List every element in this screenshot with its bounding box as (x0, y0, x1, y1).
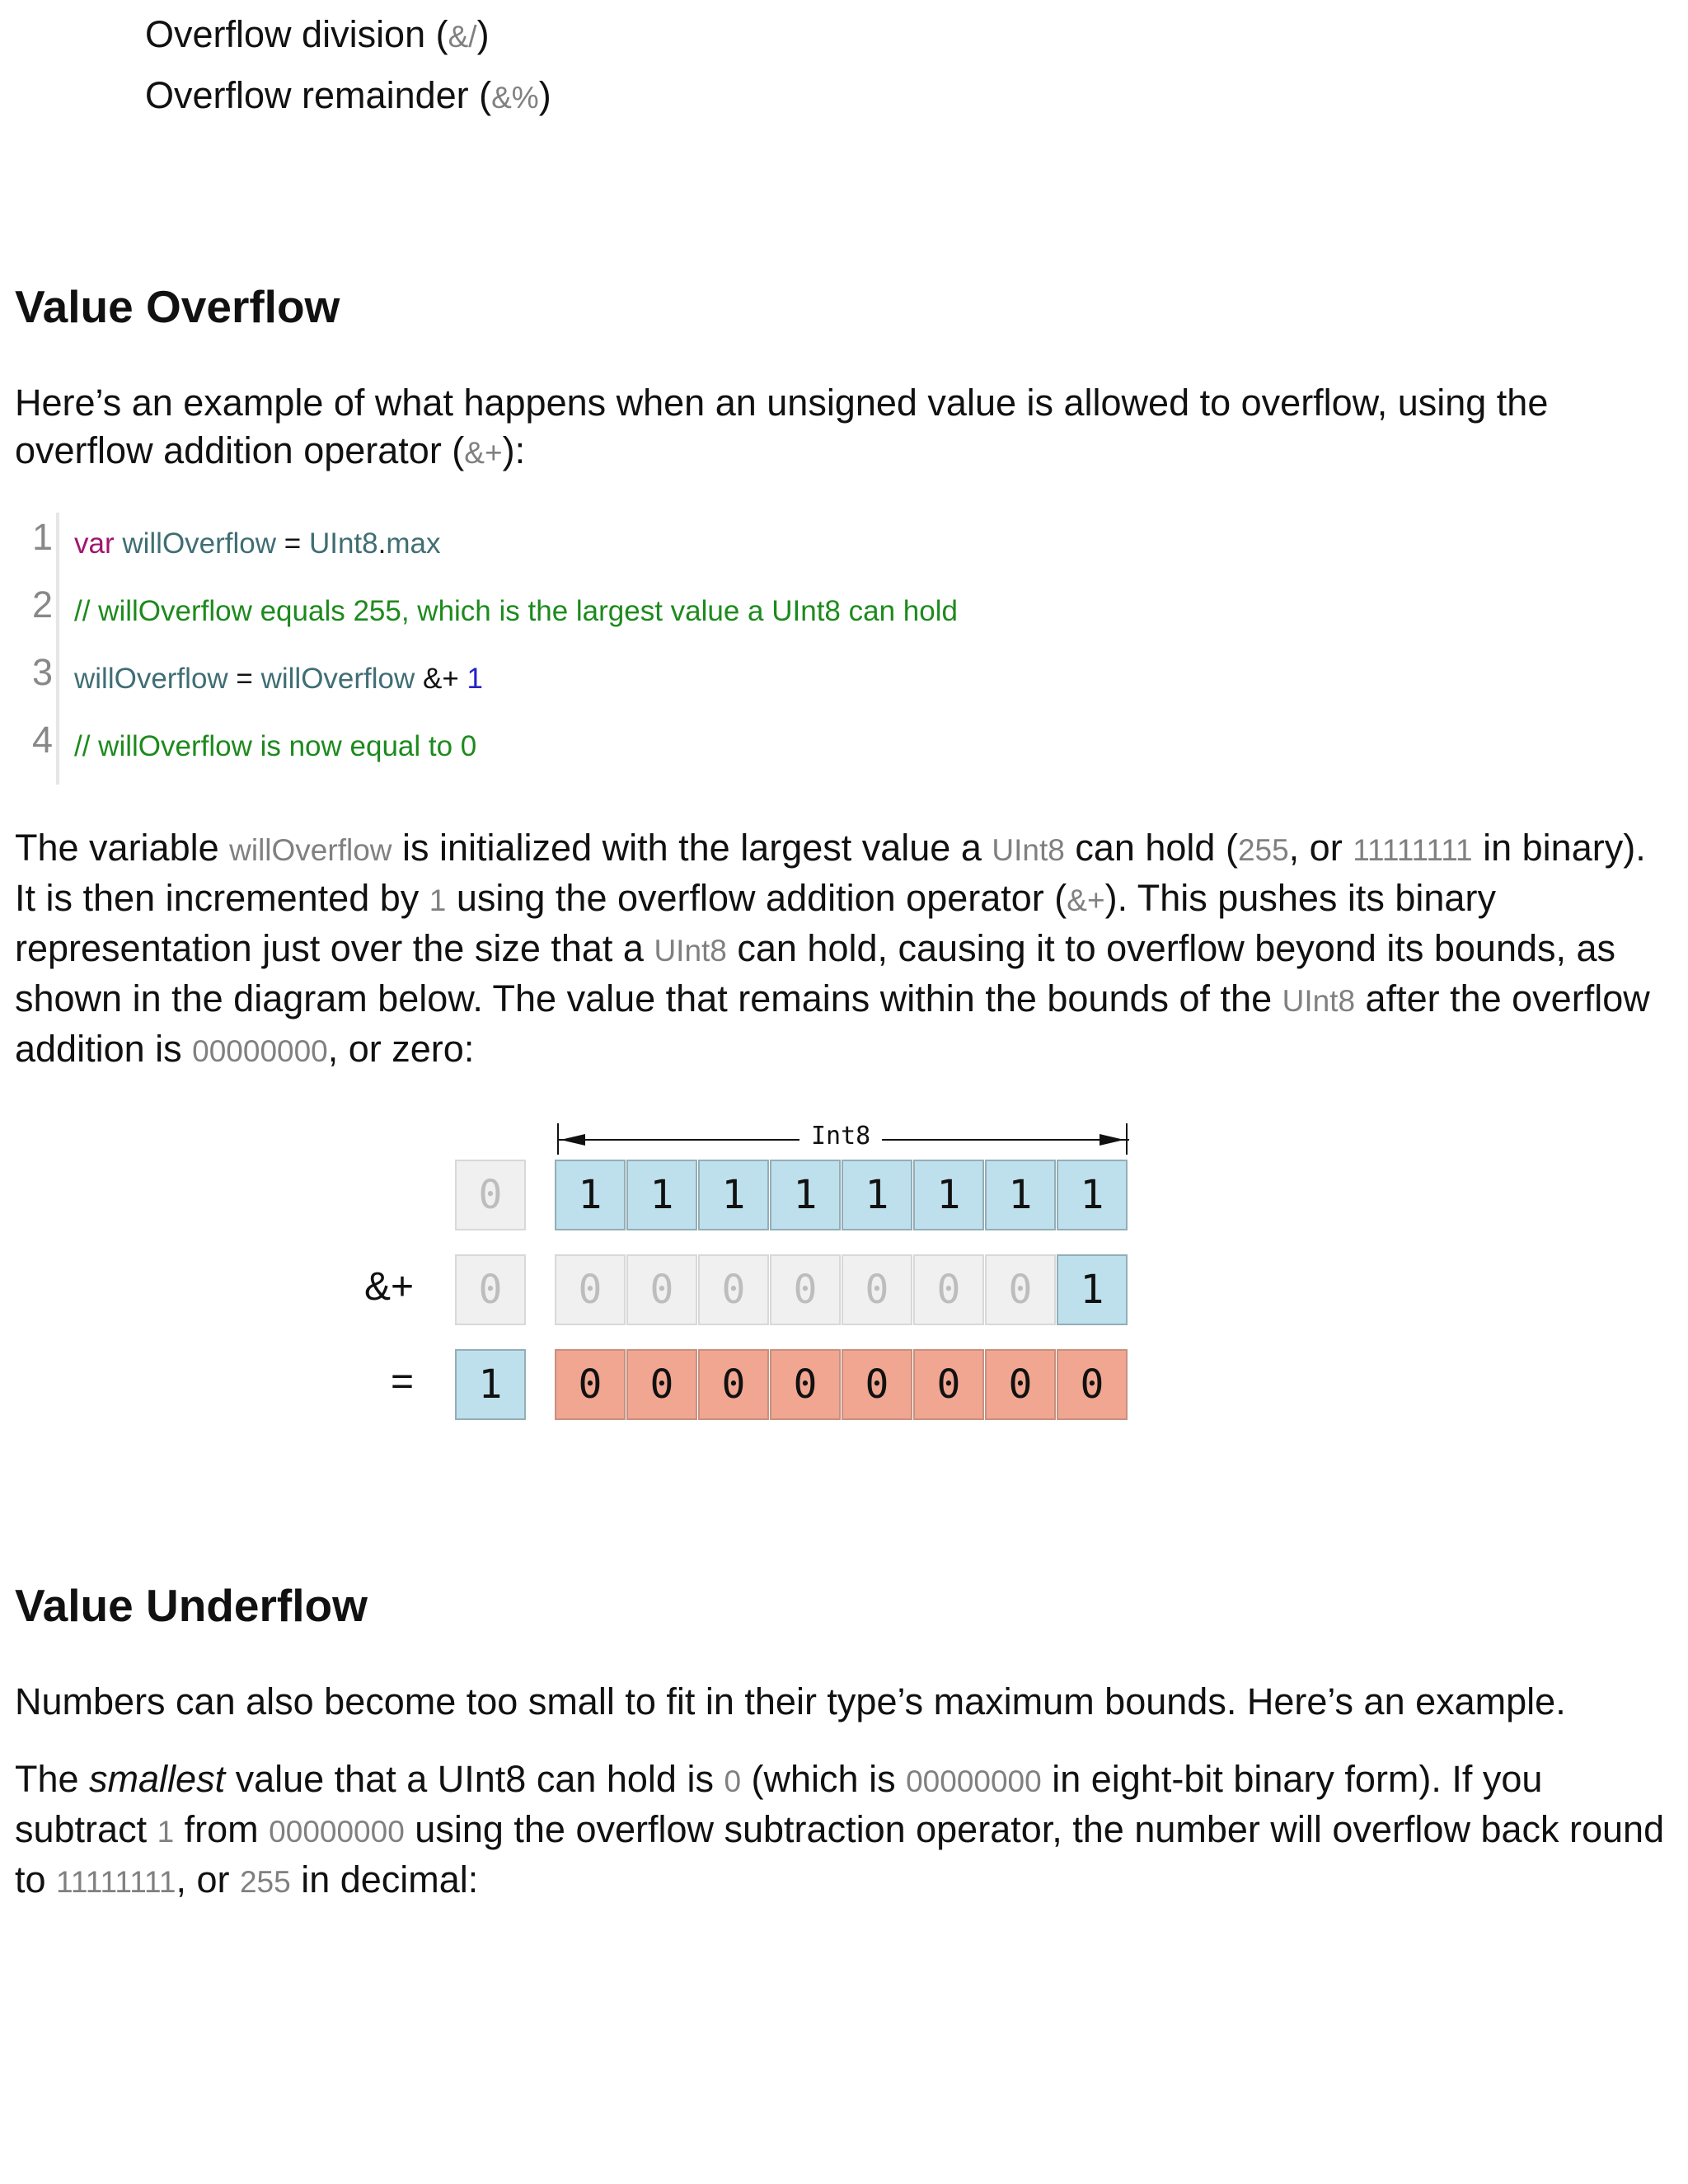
text-run: from (174, 1808, 270, 1850)
inline-code: UInt8 (654, 934, 727, 968)
bit-cell: 0 (985, 1349, 1056, 1420)
text-run: is initialized with the largest value a (392, 827, 992, 869)
code-line (15, 513, 1037, 562)
code-line (15, 580, 1037, 630)
text-run: ). This pushes its binary representation just over the size that a (15, 877, 1496, 969)
code-text: willOverflow = willOverflow &+ 1 (74, 663, 483, 695)
inline-code: &+ (1067, 883, 1105, 917)
row-operator-label: = (390, 1360, 414, 1404)
inline-code: willOverflow (229, 833, 392, 867)
code-text: // willOverflow is now equal to 0 (74, 730, 477, 762)
bit-cell: 0 (555, 1254, 626, 1325)
underflow-intro-paragraph: Numbers can also become too small to fit in their type’s maximum bounds. Here’s an example. (15, 1680, 1566, 1722)
inline-code: 1 (429, 883, 447, 917)
section-heading-value-underflow: Value Underflow (15, 1580, 368, 1631)
text-run: using the overflow subtraction operator, the number will overflow back round to (15, 1808, 1665, 1900)
bit-cell: 1 (770, 1160, 841, 1230)
text-run: can hold ( (1064, 827, 1238, 869)
bit-cell: 0 (913, 1254, 984, 1325)
text-run: using the overflow addition operator ( (446, 877, 1067, 919)
code-line (15, 648, 1037, 697)
explanation-paragraph (15, 824, 1672, 1076)
code-text: var willOverflow = UInt8.max (74, 527, 441, 560)
range-label: Int8 (799, 1122, 882, 1151)
text-run: in decimal: (290, 1858, 479, 1900)
text-run: , or (1288, 827, 1353, 869)
bit-cell: 0 (555, 1349, 626, 1420)
bit-cell: 1 (842, 1160, 912, 1230)
emphasis-text: smallest (89, 1758, 226, 1800)
code-text: // willOverflow equals 255, which is the largest value a UInt8 can hold (74, 595, 958, 627)
text-run: can hold, causing it to overflow beyond its bounds, as shown in the diagram below. The value that remains within the bounds of the (15, 927, 1616, 1019)
text-run: , or (176, 1858, 240, 1900)
code-block (15, 513, 1037, 785)
text-run: The (15, 1758, 90, 1800)
code-line (15, 715, 1037, 765)
overflow-bit-cell: 0 (455, 1254, 526, 1325)
inline-code: &+ (464, 436, 503, 470)
inline-code: UInt8 (992, 833, 1065, 867)
bit-cell: 1 (555, 1160, 626, 1230)
underflow-explanation-paragraph (15, 1755, 1672, 1906)
row-operator-label: &+ (363, 1265, 414, 1309)
line-number: 4 (31, 719, 53, 761)
line-number: 1 (31, 516, 53, 558)
text-run: in eight-bit binary form). If you subtract (15, 1758, 1543, 1850)
bit-cell: 0 (626, 1254, 697, 1325)
inline-code: 11111111 (56, 1865, 176, 1899)
bit-cell: 0 (913, 1349, 984, 1420)
text-run: (which is (741, 1758, 907, 1800)
bit-cell: 0 (842, 1254, 912, 1325)
binary-addition-diagram (354, 1117, 1179, 1446)
bit-cell: 0 (1057, 1349, 1128, 1420)
inline-code: 255 (1237, 833, 1289, 867)
line-number: 2 (31, 583, 53, 626)
bit-cell: 1 (985, 1160, 1056, 1230)
text-run: The variable (15, 827, 230, 869)
bit-cell: 0 (842, 1349, 912, 1420)
bit-cell: 0 (626, 1349, 697, 1420)
bit-cell: 1 (1057, 1160, 1128, 1230)
bit-cell: 1 (1057, 1254, 1128, 1325)
bit-cell: 0 (770, 1254, 841, 1325)
inline-code: 11111111 (1353, 833, 1473, 867)
text-run: , or zero: (327, 1028, 475, 1070)
intro-paragraph: Here’s an example of what happens when an unsigned value is allowed to overflow, using the overflow addition operator (&+): (15, 382, 1549, 471)
inline-code: &/ (448, 20, 477, 54)
inline-code: &% (491, 81, 539, 115)
overflow-bit-cell: 1 (455, 1349, 526, 1420)
bit-cell: 0 (770, 1349, 841, 1420)
bit-cell: 0 (698, 1254, 769, 1325)
inline-code: UInt8 (1282, 984, 1356, 1018)
text-run: in binary). It is then incremented by (15, 827, 1646, 919)
section-heading-value-overflow: Value Overflow (15, 281, 340, 332)
list-item-overflow-division: Overflow division (&/) (145, 13, 490, 55)
inline-code: 00000000 (269, 1815, 405, 1849)
inline-code: 255 (239, 1865, 291, 1899)
overflow-bit-cell: 0 (455, 1160, 526, 1230)
inline-code: 0 (724, 1765, 742, 1798)
inline-code: 00000000 (192, 1034, 328, 1068)
inline-code: 00000000 (906, 1765, 1042, 1798)
bit-cell: 0 (985, 1254, 1056, 1325)
bit-cell: 0 (698, 1349, 769, 1420)
text-run: value that a UInt8 can hold is (225, 1758, 724, 1800)
list-item-overflow-remainder: Overflow remainder (&%) (145, 74, 551, 116)
bit-cell: 1 (698, 1160, 769, 1230)
bit-cell: 1 (913, 1160, 984, 1230)
text-run: after the overflow addition is (15, 977, 1650, 1070)
line-number: 3 (31, 651, 53, 693)
bit-cell: 1 (626, 1160, 697, 1230)
inline-code: 1 (157, 1815, 175, 1849)
